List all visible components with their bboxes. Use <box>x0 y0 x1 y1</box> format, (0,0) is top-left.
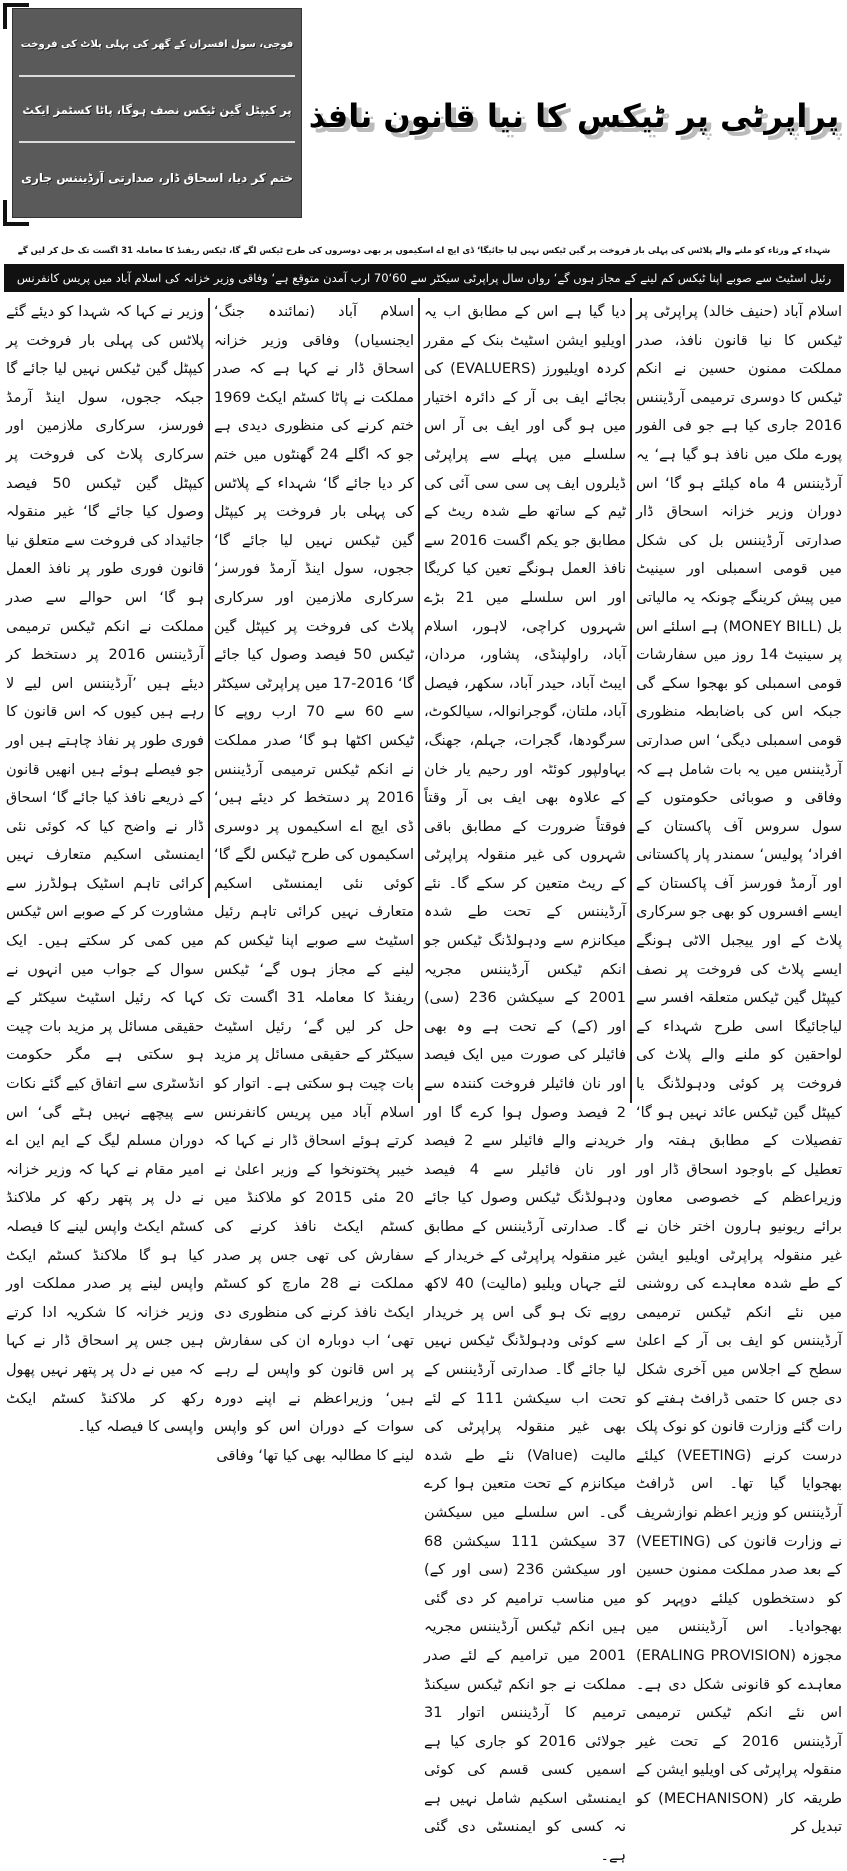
subheadline-2: پر کیپٹل گین ٹیکس نصف ہوگا، پاٹا کسٹمز ایکٹ <box>19 79 295 143</box>
article-column-3: اسلام آباد (نمائندہ جنگ‘ ایجنسیاں) وفاقی وزیر خزانہ اسحاق ڈار نے کہا ہے کہ صدر مملکت نے پاٹا کسٹم ایکٹ 1969 ختم کرنے کی منظوری دیدی ہے جو کہ اگلے 24 گھنٹوں میں ختم کر دیا جائے گا‘ شہداء کے پلاٹس کی پہلی بار فروخت پر کیپٹل گین ٹیکس نہیں لیا جائے گا‘ ججوں، سول اینڈ آرمڈ فورسز‘ سرکاری ملازمین اور سرکاری پلاٹ کی فروخت پر کیپٹل گین ٹیکس 50 فیصد وصول کیا جائے گا‘ 2016-17 میں پراپرٹی سیکٹر سے 60 سے 70 ارب روپے کا ٹیکس اکٹھا ہو گا‘ صدر مملکت نے انکم ٹیکس ترمیمی آرڈیننس 2016 پر دستخط کر دیئے ہیں‘ ڈی ایچ اے اسکیموں پر دوسری اسکیموں کی طرح ٹیکس لگے گا‘ کوئی نئی ایمنسٹی اسکیم متعارف نہیں کرائی تاہم رئیل اسٹیٹ سے صوبے اپنا ٹیکس کم لینے کے مجاز ہوں گے‘ ٹیکس ریفنڈ کا معاملہ 31 اگست تک حل کر لیں گے‘ رئیل اسٹیٹ سیکٹر کے حقیقی مسائل پر مزید بات چیت ہو سکتی ہے۔ اتوار کو اسلام آباد میں پریس کانفرنس کرتے ہوئے اسحاق ڈار نے کہا کہ خیبر پختونخوا کے وزیر اعلیٰ نے 20 مئی 2015 کو ملاکنڈ میں کسٹم ایکٹ نافذ کرنے کی سفارش کی تھی جس پر صدر مملکت نے 28 مارچ کو کسٹم ایکٹ نافذ کرنے کی منظوری دی تھی‘ اب دوبارہ ان کی سفارش پر اس قانون کو واپس لے رہے ہیں‘ وزیراعظم نے اپنے دورہ سوات کے دوران اس کو واپس لینے کا مطالبہ بھی کیا تھا‘ وفاقی <box>214 304 415 1464</box>
corner-bracket <box>3 3 29 29</box>
main-headline: پراپرٹی پر ٹیکس کا نیا قانون نافذ <box>308 96 840 135</box>
column-divider <box>208 298 210 898</box>
article-column-1: اسلام آباد (حنیف خالد) پراپرٹی پر ٹیکس کا نیا قانون نافذ، صدر مملکت ممنون حسین نے انکم ٹیکس کا دوسری ترمیمی آرڈیننس 2016 جاری کیا ہے جو فی الفور پورے ملک میں نافذ ہو گیا ہے‘ یہ آرڈیننس 4 ماہ کیلئے ہو گا‘ اس دوران وزیر خزانہ اسحاق ڈار صدارتی آرڈیننس بل کی شکل میں قومی اسمبلی اور سینیٹ میں پیش کرینگے چونکہ یہ مالیاتی بل (MONEY BILL) ہے اسلئے اس پر سینیٹ 14 روز میں سفارشات قومی اسمبلی کو بھجوا سکے گی جبکہ اس کی باضابطہ منظوری قومی اسمبلی دیگی‘ اس صدارتی آرڈیننس میں یہ بات شامل ہے کہ وفاقی و صوبائی حکومتوں کے سول سروس آف پاکستان کے افراد‘ پولیس‘ سمندر پار پاکستانی اور آرمڈ فورسز آف پاکستان کے ایسے افسروں کو بھی جو سرکاری پلاٹ کے اور ییجبل الاٹی ہونگے ایسے پلاٹ کی فروخت پر نصف کیپٹل گین ٹیکس متعلقہ افسر سے لیاجائیگا اسی طرح شہداء کے لواحقین کو ملنے والے پلاٹ کی فروخت پر کوئی ودہولڈنگ یا کیپٹل گین ٹیکس عائد نہیں ہو گا‘ تفصیلات کے مطابق ہفتہ وار تعطیل کے باوجود اسحاق ڈار اور وزیراعظم کے خصوصی معاون برائے ریونیو ہارون اختر خان نے غیر منقولہ پراپرٹی اویلیو ایشن کے طے شدہ معاہدے کی روشنی میں نئے انکم ٹیکس ترمیمی آرڈیننس کو ایف بی آر کے اعلیٰ سطح کے اجلاس میں آخری شکل دی جس کا حتمی ڈرافٹ ہفتے کو رات گئے وزارت قانون کو نوک پلک درست کرنے (VEETING) کیلئے بھجوایا گیا تھا۔ اس ڈرافٹ آرڈیننس کو وزیر اعظم نوازشریف نے وزارت قانون کی (VEETING) کے بعد صدر مملکت ممنون حسین کو دستخطوں کیلئے دوپہر کو بھجوادیا۔ اس آرڈیننس میں مجوزہ (ERALING PROVISION) معاہدے کو قانونی شکل دی ہے۔ اس نئے انکم ٹیکس ترمیمی آرڈیننس 2016 کے تحت غیر منقولہ پراپرٹی کی اویلیو ایشن کے طریقہ کار (MECHANISON) کو تبدیل کر <box>636 304 842 1836</box>
subheadline-box <box>12 8 302 218</box>
article-column-2: دیا گیا ہے اس کے مطابق اب یہ اویلیو ایشن اسٹیٹ بنک کے مقرر کردہ اویلیورز (EVALUERS) کی بجائے ایف بی آر کے دائرہ اختیار میں ہو گی اور ایف بی آر اس سلسلے میں پہلے سے پراپرٹی ڈیلروں ایف پی سی سی آئی کی ٹیم کے ساتھ طے شدہ ریٹ کے مطابق جو یکم اگست 2016 سے نافذ العمل ہونگے تعین کیا کریگا اور اس سلسلے میں 21 بڑے شہروں کراچی، لاہور، اسلام آباد، راولپنڈی، پشاور، مردان، ایبٹ آباد، حیدر آباد، سکھر، فیصل آباد، ملتان، گوجرانوالہ، سیالکوٹ، سرگودھا، گجرات، جہلم، جھنگ، بہاولپور کوئٹہ اور رحیم یار خان کے علاوہ بھی ایف بی آر وقتاً فوقتاً ضرورت کے مطابق باقی شہروں کی غیر منقولہ پراپرٹی کے ریٹ متعین کر سکے گا۔ نئے آرڈیننس کے تحت طے شدہ میکانزم سے ودہولڈنگ ٹیکس جو انکم ٹیکس آرڈیننس مجریہ 2001 کے سیکشن 236 (سی) اور (کے) کے تحت ہے وہ بھی فائیلر کی صورت میں ایک فیصد اور نان فائیلر فروخت کنندہ سے 2 فیصد وصول ہوا کرے گا اور خریدنے والے فائیلر سے 2 فیصد اور نان فائیلر سے 4 فیصد ودہولڈنگ ٹیکس وصول کیا جائے گا۔ صدارتی آرڈیننس کے مطابق غیر منقولہ پراپرٹی کے خریدار کے لئے جہاں ویلیو (مالیت) 40 لاکھ روپے تک ہو گی اس پر خریدار سے کوئی ودہولڈنگ ٹیکس نہیں لیا جائے گا۔ صدارتی آرڈیننس کے تحت اب سیکشن 111 کے لئے بھی غیر منقولہ پراپرٹی کی مالیت (Value) نئے طے شدہ میکانزم کے تحت متعین ہوا کرے گی۔ اس سلسلے میں سیکشن 37 سیکشن 111 سیکشن 68 اور سیکشن 236 (سی اور کے) میں مناسب ترامیم کر دی گئی ہیں انکم ٹیکس آرڈیننس مجریہ 2001 میں ترامیم کے لئے صدر مملکت نے جو انکم ٹیکس سیکنڈ ترمیم کا آرڈیننس اتوار 31 جولائی 2016 کو جاری کیا ہے اسمیں کسی قسم کی کوئی ایمنسٹی اسکیم شامل نہیں ہے نہ کسی کو ایمنسٹی دی گئی ہے۔ <box>424 304 627 1865</box>
highlight-band: رئیل اسٹیٹ سے صوبے اپنا ٹیکس کم لینے کے مجاز ہوں گے‘ رواں سال پراپرٹی سیکٹر سے 60‘70 ارب آمدن متوقع ہے‘ وفاقی وزیر خزانہ کی اسلام آباد میں پریس کانفرنس <box>4 264 844 292</box>
strapline: شہداء کے ورثاء کو ملنے والے پلاٹس کی پہلی بار فروخت پر گین ٹیکس نہیں لیا جائیگا‘ ڈی ایچ اے اسکیموں پر بھی دوسروں کی طرح ٹیکس لگے گا، ٹیکس ریفنڈ کا معاملہ 31 اگست تک حل کر لیں گے <box>17 245 831 256</box>
subheadline-1: فوجی، سول افسران کے گھر کی پہلی پلاٹ کی فروخت <box>19 13 295 77</box>
article-column-4: وزیر نے کہا کہ شہدا کو دیئے گئے پلاٹس کی پہلی بار فروخت پر کیپٹل گین ٹیکس نہیں لیا جائے گا جبکہ ججوں، سول اینڈ آرمڈ فورسز، سرکاری ملازمین اور سرکاری پلاٹ کی فروخت پر کیپٹل گین ٹیکس 50 فیصد وصول کیا جائے گا‘ غیر منقولہ جائیداد کی فروخت سے متعلق نیا قانون فوری طور پر نافذ العمل ہو گا‘ اس حوالے سے صدر مملکت نے انکم ٹیکس ترمیمی آرڈیننس 2016 پر دستخط کر دیئے ہیں ’آرڈیننس اس لیے لا رہے ہیں کیوں کہ اس قانون کا فوری طور پر نفاذ چاہتے ہیں اور جو فیصلے ہوئے ہیں انھیں قانون کے ذریعے نافذ کیا جائے گا‘ اسحاق ڈار نے واضح کیا کہ کوئی نئی ایمنسٹی اسکیم متعارف نہیں کرائی تاہم اسٹیک ہولڈرز سے مشاورت کر کے صوبے اس ٹیکس میں کمی کر سکتے ہیں۔ ایک سوال کے جواب میں انہوں نے کہا کہ رئیل اسٹیٹ سیکٹر کے حقیقی مسائل پر مزید بات چیت ہو سکتی ہے مگر حکومت انڈسٹری سے اتفاق کیے گئے نکات سے پیچھے نہیں ہٹے گی‘ اس دوران مسلم لیگ کے ایم این اے امیر مقام نے کہا کہ وزیر خزانہ نے دل پر پتھر رکھ کر ملاکنڈ کسٹم ایکٹ واپس لینے کا فیصلہ کیا ہو گا ملاکنڈ کسٹم ایکٹ واپس لینے پر صدر مملکت اور وزیر خزانہ کا شکریہ ادا کرتے ہیں جس پر اسحاق ڈار نے کہا کہ میں نے دل پر پتھر نہیں پھول رکھ کر ملاکنڈ کسٹم ایکٹ واپسی کا فیصلہ کیا۔ <box>6 304 205 1436</box>
corner-bracket <box>3 200 29 226</box>
column-divider <box>630 298 632 1103</box>
subheadline-3: ختم کر دیا، اسحاق ڈار، صدارتی آرڈیننس جاری <box>21 171 293 185</box>
column-divider <box>418 298 420 1103</box>
